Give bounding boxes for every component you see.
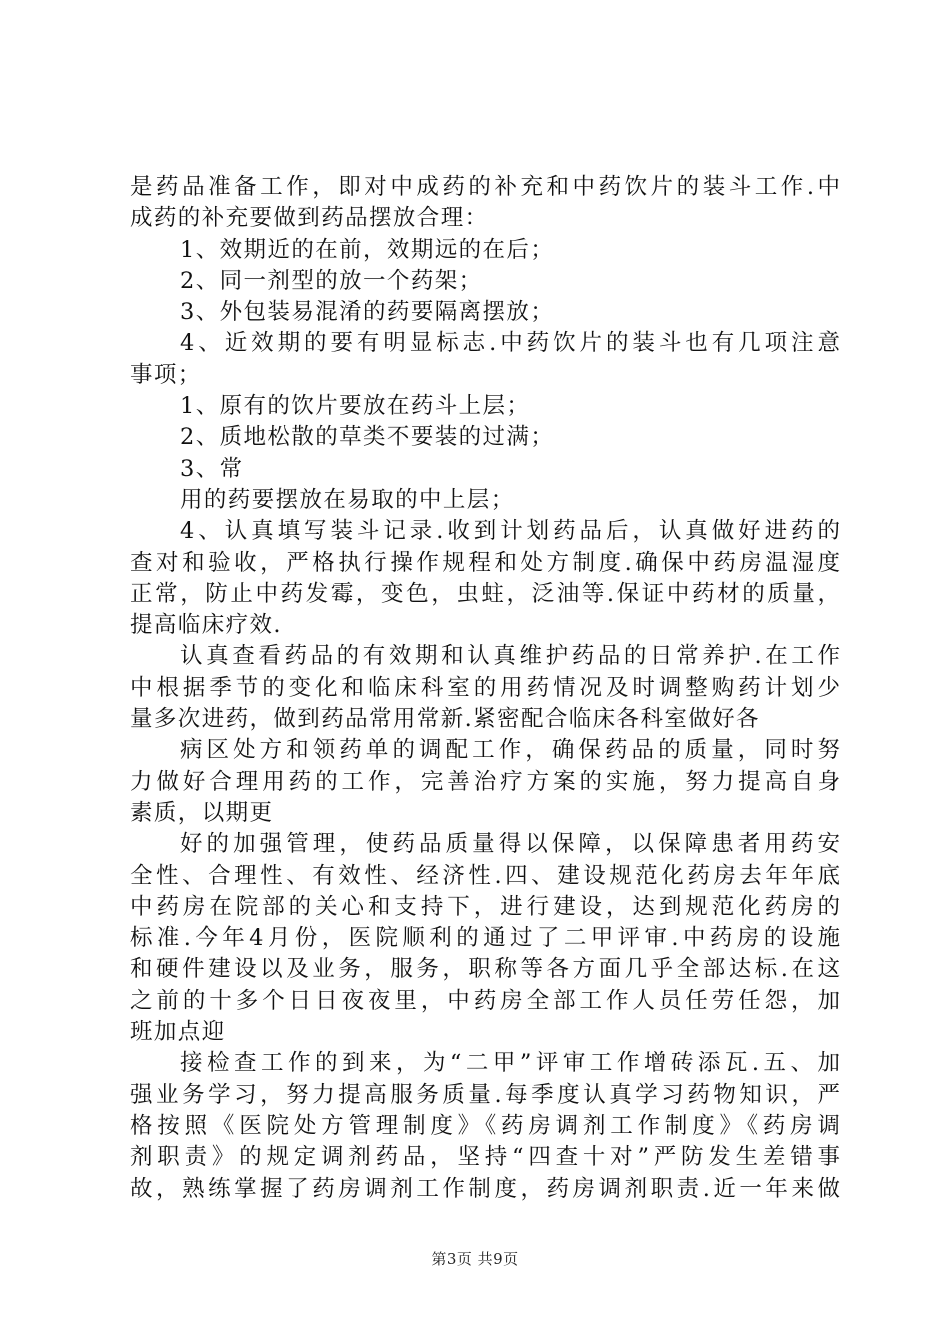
text-line: 力做好合理用药的工作，完善治疗方案的实施，努力提高自身 xyxy=(130,768,840,795)
text-line: 格按照《医院处方管理制度》《药房调剂工作制度》《药房调 xyxy=(130,1112,840,1139)
text-line: 认真查看药品的有效期和认真维护药品的日常养护.在工作 xyxy=(180,643,840,670)
text-line: 和硬件建设以及业务，服务，职称等各方面几乎全部达标.在这 xyxy=(130,956,840,983)
text-line: 之前的十多个日日夜夜里，中药房全部工作人员任劳任怨，加 xyxy=(130,987,840,1014)
text-line: 4、认真填写装斗记录.收到计划药品后，认真做好进药的 xyxy=(180,518,840,545)
text-line: 1、效期近的在前，效期远的在后； xyxy=(180,236,555,263)
text-line: 正常，防止中药发霉，变色，虫蛀，泛油等.保证中药材的质量， xyxy=(130,580,840,607)
text-line: 班加点迎 xyxy=(130,1019,226,1046)
text-line: 成药的补充要做到药品摆放合理： xyxy=(130,205,489,232)
text-line: 用的药要摆放在易取的中上层； xyxy=(180,486,515,513)
text-line: 3、常 xyxy=(180,455,244,482)
text-line: 中药房在院部的关心和支持下，进行建设，达到规范化药房的 xyxy=(130,893,840,920)
text-line: 中根据季节的变化和临床科室的用药情况及时调整购药计划少 xyxy=(130,674,840,701)
document-body xyxy=(130,172,840,1205)
text-line: 好的加强管理，使药品质量得以保障，以保障患者用药安 xyxy=(180,831,840,858)
text-line: 是药品准备工作，即对中成药的补充和中药饮片的装斗工作.中 xyxy=(130,174,840,200)
text-line: 3、外包装易混淆的药要隔离摆放； xyxy=(180,299,555,326)
text-line: 素质，以期更 xyxy=(130,799,274,826)
text-line: 查对和验收，严格执行操作规程和处方制度.确保中药房温湿度 xyxy=(130,549,840,576)
text-line: 4、近效期的要有明显标志.中药饮片的装斗也有几项注意 xyxy=(180,330,840,357)
text-line: 强业务学习，努力提高服务质量.每季度认真学习药物知识，严 xyxy=(130,1081,840,1108)
text-line: 故，熟练掌握了药房调剂工作制度，药房调剂职责.近一年来做 xyxy=(130,1175,840,1202)
text-line: 剂职责》的规定调剂药品，坚持“四查十对”严防发生差错事 xyxy=(130,1144,840,1171)
text-line: 2、同一剂型的放一个药架； xyxy=(180,267,483,294)
page-footer: 第3页 共9页 xyxy=(431,1250,519,1268)
text-line: 事项； xyxy=(130,361,202,388)
text-line: 2、质地松散的草类不要装的过满； xyxy=(180,424,555,451)
text-line: 1、原有的饮片要放在药斗上层； xyxy=(180,393,531,420)
text-line: 量多次进药，做到药品常用常新.紧密配合临床各科室做好各 xyxy=(130,706,760,733)
text-line: 全性、合理性、有效性、经济性.四、建设规范化药房去年年底 xyxy=(130,862,840,889)
text-line: 标准.今年4月份，医院顺利的通过了二甲评审.中药房的设施 xyxy=(130,925,840,952)
text-line: 提高临床疗效. xyxy=(130,612,282,639)
text-line: 病区处方和领药单的调配工作，确保药品的质量，同时努 xyxy=(180,737,840,764)
text-line: 接检查工作的到来，为“二甲”评审工作增砖添瓦.五、加 xyxy=(180,1050,840,1077)
